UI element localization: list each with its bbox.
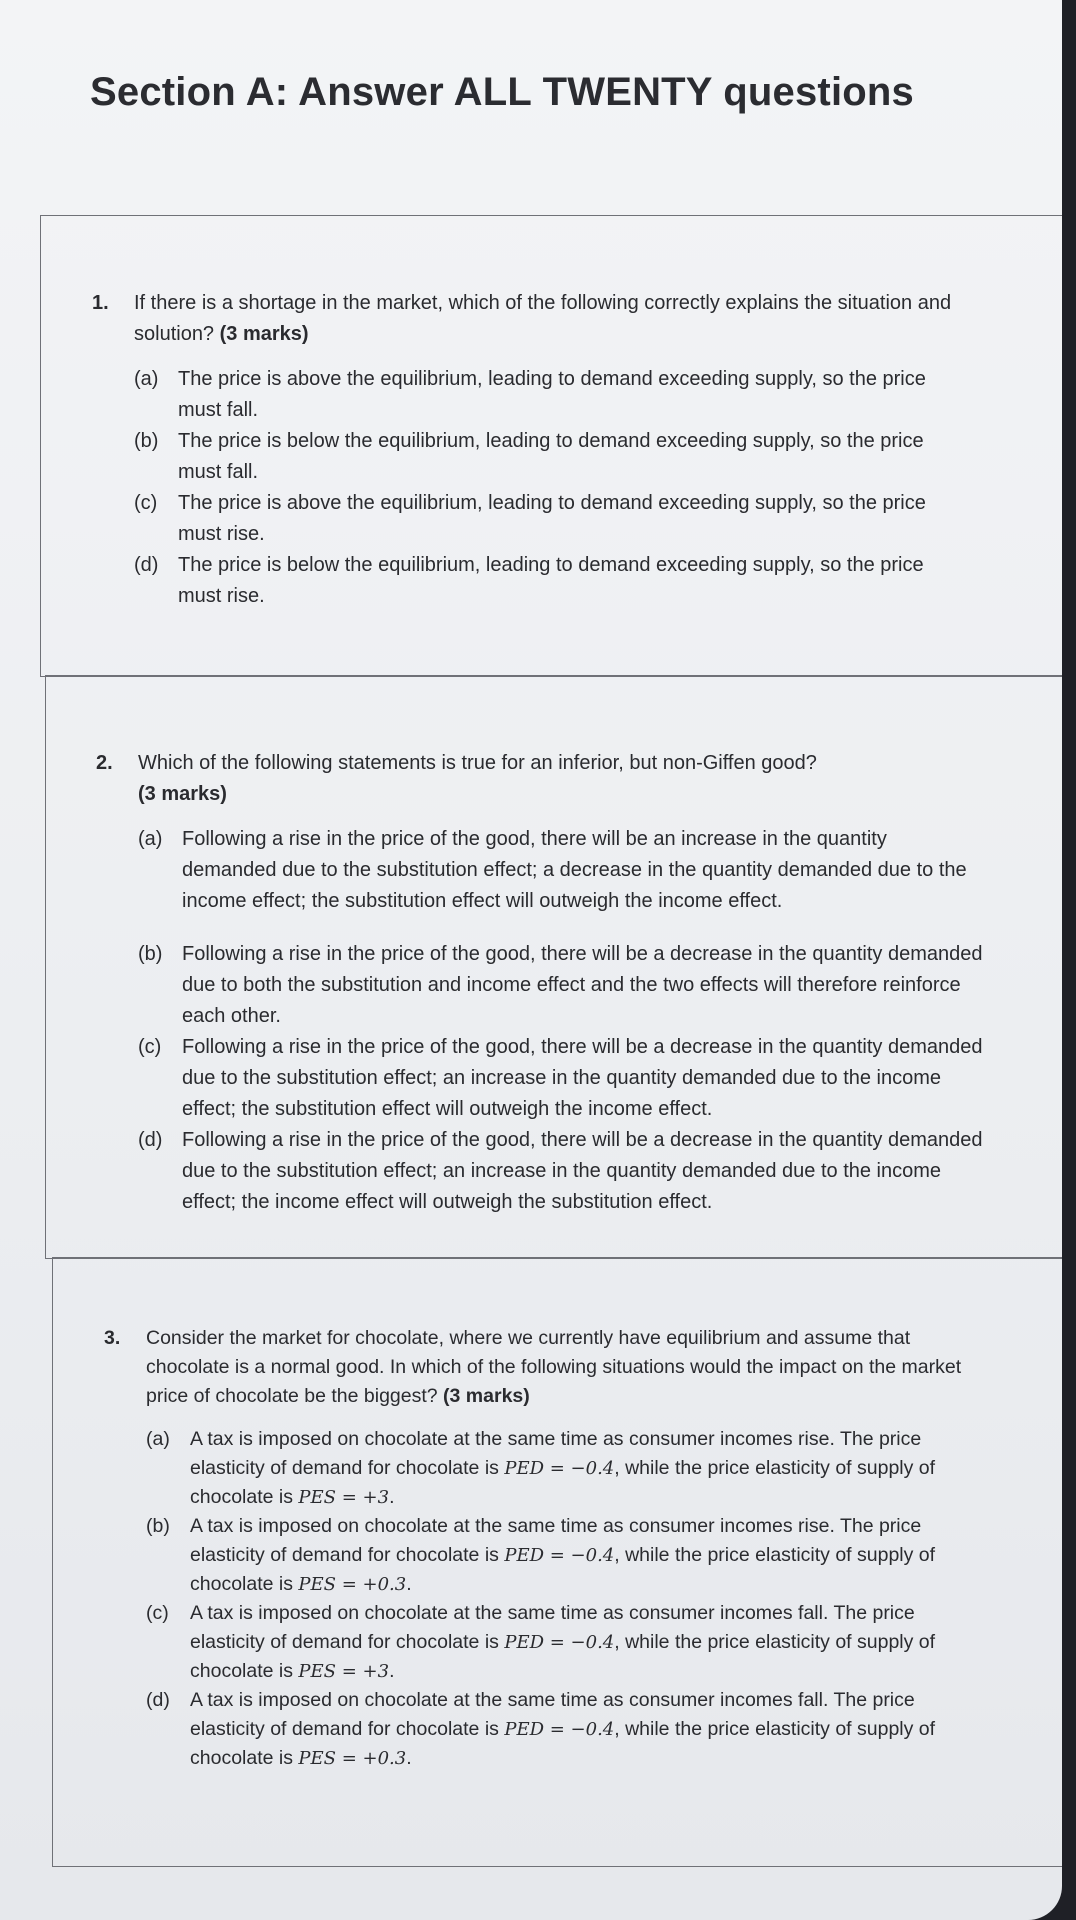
option-text [190, 1686, 994, 1773]
section-title: Section A: Answer ALL TWENTY questions [90, 70, 914, 114]
question-number: 1. [92, 292, 109, 314]
pes-value: PES = +3 [298, 1487, 390, 1508]
option-d [138, 1125, 986, 1218]
option-text: The price is below the equilibrium, leading to demand exceeding supply, so the price must fall. [178, 430, 924, 483]
option-b [134, 426, 952, 488]
option-text-mid: , while the price elasticity of supply of chocolate is [190, 1457, 936, 1508]
option-list [96, 824, 986, 1218]
question-stem [138, 748, 986, 810]
question-3 [104, 1324, 994, 1773]
option-c [138, 1032, 986, 1125]
option-c [134, 488, 952, 550]
option-a [138, 824, 986, 917]
option-text-post: . [389, 1660, 395, 1682]
option-text: Following a rise in the price of the good, there will be a decrease in the quantity demanded due to the substitution effect; an increase in the quantity demanded due to the income effect; the substitution effect will outweigh the income effect. [182, 1036, 983, 1120]
option-d [134, 550, 952, 612]
option-letter: (c) [134, 492, 158, 514]
option-a [146, 1425, 994, 1512]
option-text-pre: A tax is imposed on chocolate at the same time as consumer incomes rise. The price elasticity of demand for chocolate is [190, 1515, 922, 1566]
option-b [146, 1512, 994, 1599]
option-letter: (a) [134, 368, 159, 390]
option-text: The price is above the equilibrium, leading to demand exceeding supply, so the price must fall. [178, 368, 926, 421]
question-number: 3. [104, 1327, 121, 1349]
question-text: If there is a shortage in the market, which of the following correctly explains the situation and solution? [134, 292, 952, 345]
ped-value: PED = −0.4 [504, 1458, 615, 1479]
question-text: Which of the following statements is true for an inferior, but non-Giffen good? [138, 752, 817, 774]
ped-value: PED = −0.4 [504, 1719, 615, 1740]
option-c [146, 1599, 994, 1686]
question-stem [134, 288, 952, 350]
option-text-post: . [406, 1573, 412, 1595]
option-text-pre: A tax is imposed on chocolate at the same time as consumer incomes fall. The price elasticity of demand for chocolate is [190, 1602, 915, 1653]
option-text-post: . [389, 1486, 395, 1508]
option-b [138, 939, 986, 1032]
option-letter: (d) [138, 1129, 163, 1151]
pes-value: PES = +3 [298, 1661, 390, 1682]
option-text [190, 1599, 994, 1686]
option-letter: (c) [146, 1602, 169, 1624]
option-text: Following a rise in the price of the good, there will be a decrease in the quantity demanded due to the substitution effect; an increase in the quantity demanded due to the income effect; the income effect will outweigh the substitution effect. [182, 1129, 983, 1213]
option-a [134, 364, 952, 426]
ped-value: PED = −0.4 [504, 1632, 615, 1653]
question-marks: (3 marks) [443, 1385, 530, 1407]
option-text: The price is below the equilibrium, leading to demand exceeding supply, so the price must rise. [178, 554, 924, 607]
option-letter: (b) [134, 430, 159, 452]
option-text-post: . [406, 1747, 412, 1769]
option-list [92, 364, 952, 612]
ped-value: PED = −0.4 [504, 1545, 615, 1566]
question-1 [92, 288, 952, 612]
option-text: Following a rise in the price of the good, there will be an increase in the quantity demanded due to the substitution effect; a decrease in the quantity demanded due to the income effect; the substitution effect will outweigh the income effect. [182, 828, 967, 912]
option-letter: (a) [146, 1428, 170, 1450]
option-text-mid: , while the price elasticity of supply of chocolate is [190, 1544, 936, 1595]
pes-value: PES = +0.3 [298, 1748, 407, 1769]
option-text-pre: A tax is imposed on chocolate at the same time as consumer incomes rise. The price elasticity of demand for chocolate is [190, 1428, 922, 1479]
option-letter: (b) [138, 943, 163, 965]
option-text: Following a rise in the price of the good, there will be a decrease in the quantity demanded due to both the substitution and income effect and the two effects will therefore reinforce each other. [182, 943, 983, 1027]
option-d [146, 1686, 994, 1773]
option-text [190, 1512, 994, 1599]
option-letter: (d) [134, 554, 159, 576]
option-text-mid: , while the price elasticity of supply of chocolate is [190, 1718, 936, 1769]
option-letter: (c) [138, 1036, 162, 1058]
option-letter: (b) [146, 1515, 170, 1537]
question-marks: (3 marks) [138, 783, 227, 805]
question-stem [146, 1324, 994, 1411]
option-letter: (d) [146, 1689, 170, 1711]
option-text [190, 1425, 994, 1512]
question-2 [96, 748, 986, 1218]
option-list [104, 1425, 994, 1773]
question-marks: (3 marks) [219, 323, 309, 345]
pes-value: PES = +0.3 [298, 1574, 407, 1595]
question-text: Consider the market for chocolate, where we currently have equilibrium and assume that chocolate is a normal good. In which of the following situations would the impact on the market price of chocolate be the biggest? [146, 1327, 962, 1407]
option-text: The price is above the equilibrium, leading to demand exceeding supply, so the price must rise. [178, 492, 926, 545]
option-letter: (a) [138, 828, 163, 850]
option-text-mid: , while the price elasticity of supply of chocolate is [190, 1631, 936, 1682]
option-text-pre: A tax is imposed on chocolate at the same time as consumer incomes fall. The price elasticity of demand for chocolate is [190, 1689, 915, 1740]
question-number: 2. [96, 752, 113, 774]
